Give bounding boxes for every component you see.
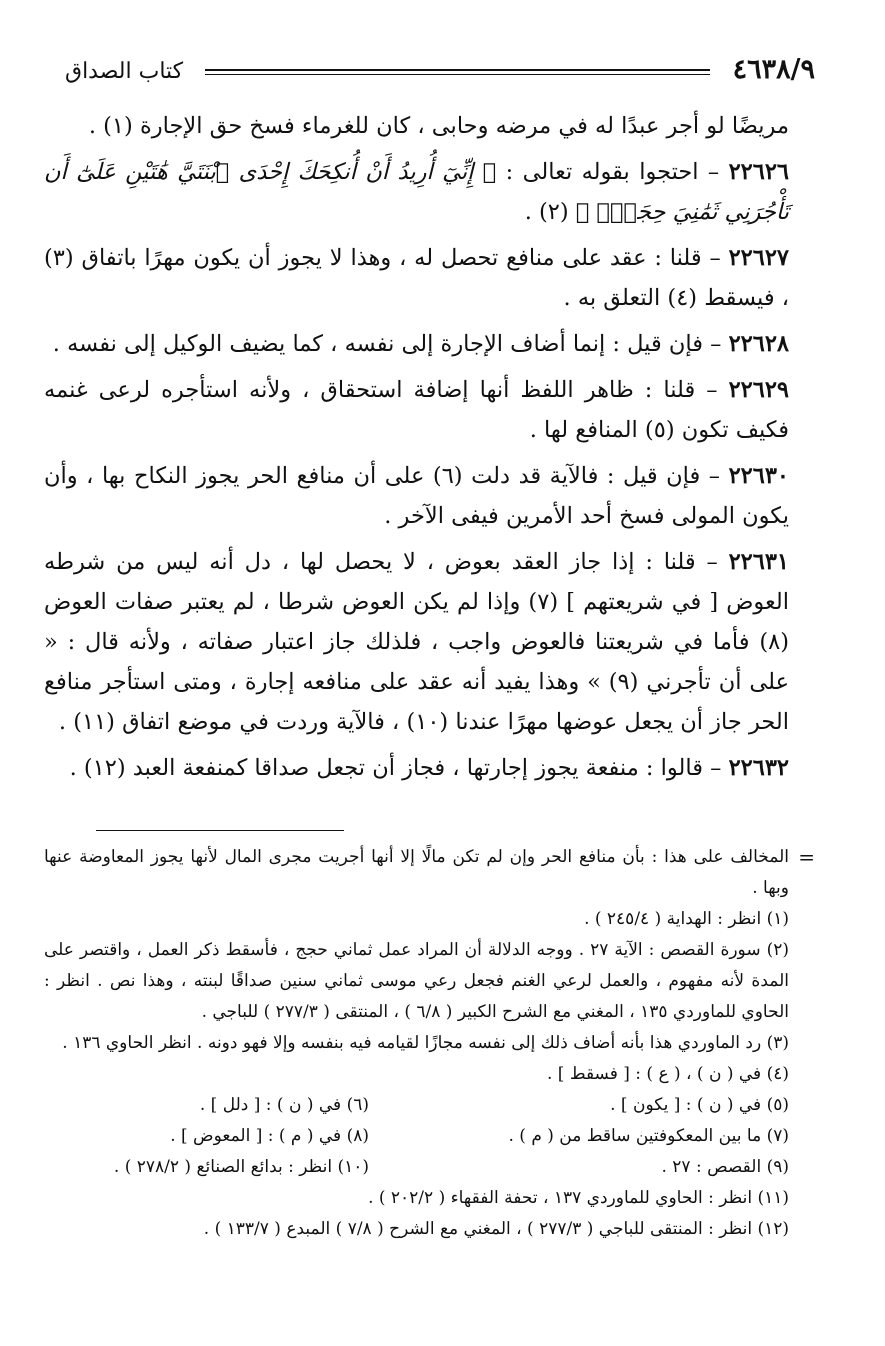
paragraph-number: ٢٢٦٢٦ — [728, 159, 789, 185]
paragraph-22626 — [44, 152, 789, 232]
footnote-6: (٦) في ( ن ) : [ دلل ] . — [199, 1095, 369, 1115]
paragraph-22628 — [44, 324, 789, 364]
footnotes — [44, 842, 815, 1245]
paragraph-text: – فإن قيل : إنما أضاف الإجارة إلى نفسه ، كما يضيف الوكيل إلى نفسه . — [52, 331, 729, 357]
footnote-3: (٣) رد الماوردي هذا بأنه أضاف ذلك إلى نفسه مجازًا لقيامه فيه بنفسه وإلا فهو دونه . انظر الحاوي ١٣٦ . — [62, 1033, 789, 1053]
paragraph-number: ٢٢٦٢٩ — [728, 377, 789, 403]
footnote-5: (٥) في ( ن ) : [ يكون ] . — [610, 1095, 789, 1115]
paragraph-22629 — [44, 370, 789, 450]
paragraph-number: ٢٢٦٣٢ — [728, 755, 789, 781]
header-rule — [205, 69, 710, 71]
paragraph-number: ٢٢٦٣١ — [728, 549, 789, 575]
paragraph-22631 — [44, 542, 789, 742]
paragraph-text: – قلنا : عقد على منافع تحصل له ، وهذا لا يجوز أن يكون مهرًا باتفاق (٣) ، فيسقط (٤) التعلق به . — [44, 245, 789, 311]
footnote-row — [44, 1121, 789, 1152]
footnote-row — [44, 1090, 789, 1121]
footnote-9: (٩) القصص : ٢٧ . — [661, 1157, 789, 1177]
paragraph-text: مريضًا لو أجر عبدًا له في مرضه وحابى ، كان للغرماء فسخ حق الإجارة (١) . — [88, 113, 789, 139]
footnote-row — [44, 1152, 789, 1183]
paragraph-text: – احتجوا بقوله تعالى : — [496, 159, 729, 185]
footnote-10: (١٠) انظر : بدائع الصنائع ( ٢٧٨/٢ ) . — [113, 1157, 369, 1177]
paragraph-number: ٢٢٦٢٧ — [728, 245, 789, 271]
paragraph-text: – فإن قيل : فالآية قد دلت (٦) على أن منافع الحر يجوز النكاح بها ، وأن يكون المولى فسخ أحد الأمرين فيفى الآخر . — [44, 463, 789, 529]
footnote-4: (٤) في ( ن ) ، ( ع ) : [ فسقط ] . — [546, 1064, 789, 1084]
footnote-text: المخالف على هذا : بأن منافع الحر وإن لم تكن مالًا إلا أنها أجريت مجرى المال لأنها يجوز المعاوضة عنها وبها . — [44, 847, 789, 898]
paragraph-number: ٢٢٦٢٨ — [728, 331, 789, 357]
paragraph-number: ٢٢٦٣٠ — [728, 463, 789, 489]
footnote-11: (١١) انظر : الحاوي للماوردي ١٣٧ ، تحفة الفقهاء ( ٢٠٢/٢ ) . — [368, 1188, 789, 1208]
book-title: كتاب الصداق — [65, 59, 184, 84]
footnote-12: (١٢) انظر : المنتقى للباجي ( ٢٧٧/٣ ) ، المغني مع الشرح ( ٧/٨ ) المبدع ( ١٣٣/٧ ) . — [203, 1219, 789, 1239]
footnote-separator — [96, 830, 344, 831]
paragraph-22630 — [44, 456, 789, 536]
paragraph-22627 — [44, 238, 789, 318]
page-number: ٤٦٣٨/٩ — [732, 54, 815, 85]
paragraph-text: – قلنا : إذا جاز العقد بعوض ، لا يحصل لها ، دل أنه ليس من شرطه العوض [ في شريعتهم ] (٧) وإذا لم يكن العوض شرطا ، لم يعتبر صفات العوض (٨) فأما في شريعتنا فالعوض واجب ، فلذلك جاز اعتبار صفاته ، ولأنه قال : « على أن تأجرني (٩) » وهذا يفيد أنه عقد على منافعه إجارة ، ومتى استأجر منافع الحر جاز أن يجعل عوضها مهرًا عندنا (١٠) ، فالآية وردت في موضع اتفاق (١١) . — [44, 549, 789, 735]
paragraph-continuation — [44, 106, 789, 146]
paragraph-text: – قالوا : منفعة يجوز إجارتها ، فجاز أن تجعل صداقا كمنفعة العبد (١٢) . — [69, 755, 729, 781]
footnote-continuation — [44, 842, 815, 904]
footnote-1: (١) انظر : الهداية ( ٢٤٥/٤ ) . — [584, 909, 789, 929]
running-header — [65, 52, 815, 92]
footnote-8: (٨) في ( م ) : [ المعوض ] . — [170, 1126, 369, 1146]
quran-verse: ﴿ إِنِّيٓ أُرِيدُ أَنْ أُنكِحَكَ إِحْدَى ٱبْنَتَيَّ هَٰتَيْنِ عَلَىٰٓ أَن تَأْجُرَنِي ثَمَٰنِيَ حِجَجٍۖ ﴾ — [44, 159, 789, 225]
footnote-2: (٢) سورة القصص : الآية ٢٧ . ووجه الدلالة أن المراد عمل ثماني حجج ، فأسقط ذكر العمل ، واقتصر على المدة لأنه مفهوم ، والعمل لرعي الغنم فجعل رعي موسى ثماني سنين صداقًا لبنته ، وهذا نص . انظر : الحاوي للماوردي ١٣٥ ، المغني مع الشرح الكبير ( ٦/٨ ) ، المنتقى ( ٢٧٧/٣ ) للباجي . — [44, 940, 789, 1022]
header-rule-thin — [205, 74, 710, 75]
footnote-7: (٧) ما بين المعكوفتين ساقط من ( م ) . — [508, 1126, 789, 1146]
continuation-mark: = — [798, 845, 815, 869]
main-text — [44, 106, 789, 794]
paragraph-text: – قلنا : ظاهر اللفظ أنها إضافة استحقاق ، ولأنه استأجره لرعى غنمه فكيف تكون (٥) المنافع لها . — [44, 377, 789, 443]
paragraph-22632 — [44, 748, 789, 788]
paragraph-tail: (٢) . — [524, 199, 576, 225]
